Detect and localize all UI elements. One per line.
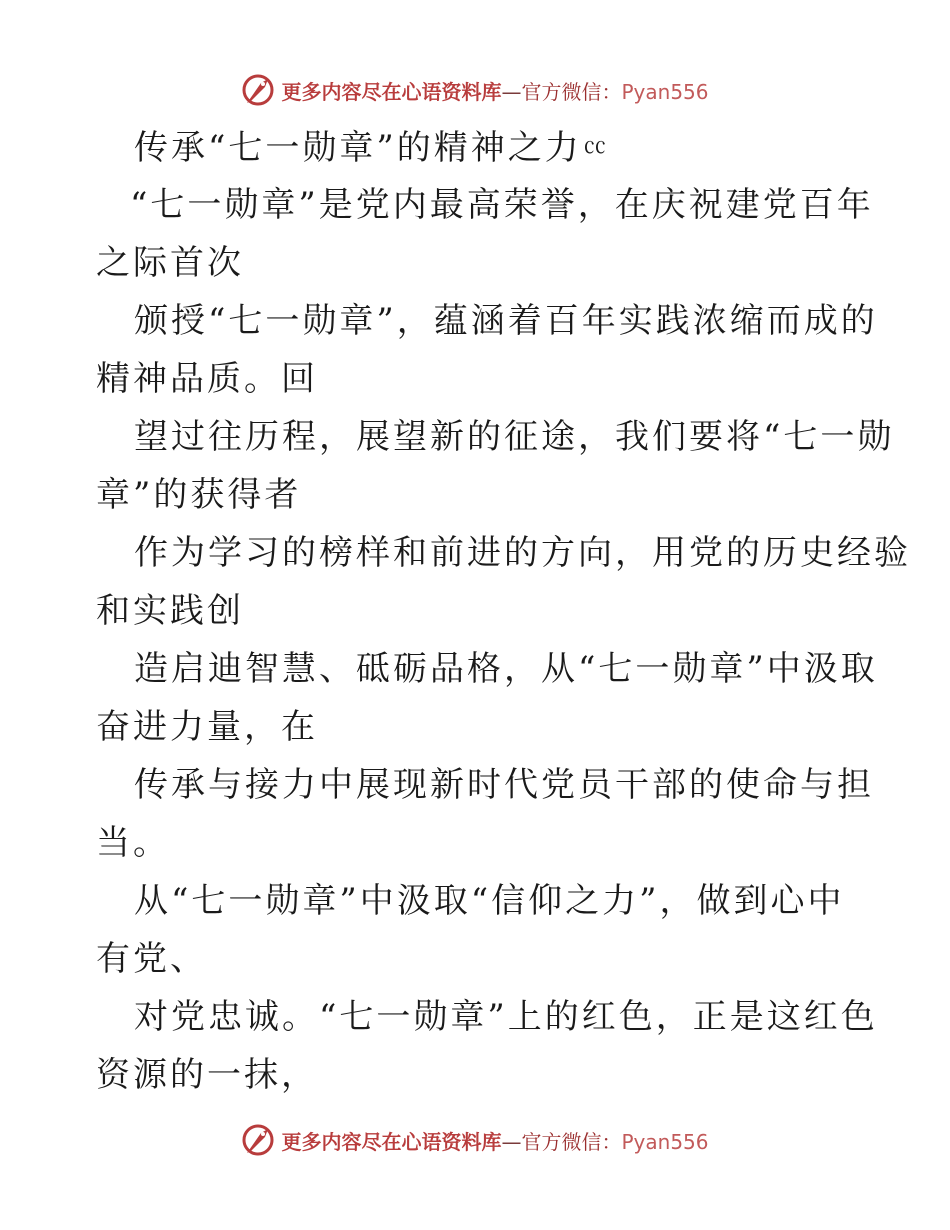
document-title-text: 传承“七一勋章”的精神之力 xyxy=(134,128,582,168)
footer-banner-text xyxy=(281,1126,708,1155)
footer-site-name: 更多内容尽在心语资料库 xyxy=(281,1129,502,1154)
header-wechat-id: Pyan556 xyxy=(621,79,709,104)
pen-nib-logo-icon xyxy=(241,73,275,107)
text-line: 对党忠诚。“七一勋章”上的红色，正是这红色 xyxy=(134,997,878,1037)
text-line: 和实践创 xyxy=(96,591,244,631)
text-line: 奋进力量，在 xyxy=(96,707,318,747)
footer-wechat-id: Pyan556 xyxy=(621,1129,709,1154)
header-banner xyxy=(0,70,950,110)
header-banner-text xyxy=(281,76,708,105)
pen-nib-logo-icon xyxy=(241,1123,275,1157)
text-line: 精神品质。回 xyxy=(96,359,318,399)
document-body xyxy=(96,118,911,1104)
text-line: 传承与接力中展现新时代党员干部的使命与担 xyxy=(134,765,874,805)
text-line: 有党、 xyxy=(96,939,207,979)
header-wechat-label: 官方微信： xyxy=(521,79,622,104)
text-line: 从“七一勋章”中汲取“信仰之力”，做到心中 xyxy=(134,881,845,921)
footer-banner-inner xyxy=(241,1123,708,1157)
text-line: 造启迪智慧、砥砺品格，从“七一勋章”中汲取 xyxy=(134,649,878,689)
footer-banner xyxy=(0,1120,950,1160)
text-line: “七一勋章”是党内最高荣誉，在庆祝建党百年 xyxy=(130,185,874,225)
text-line: 章”的获得者 xyxy=(96,475,302,515)
text-line: 资源的一抹， xyxy=(96,1055,318,1095)
document-title xyxy=(96,118,856,176)
text-line: 作为学习的榜样和前进的方向，用党的历史经验 xyxy=(134,533,911,573)
header-site-name: 更多内容尽在心语资料库 xyxy=(281,79,502,104)
text-line: 望过往历程，展望新的征途，我们要将“七一勋 xyxy=(134,417,895,457)
header-banner-inner xyxy=(241,73,708,107)
document-title-mark: ㏄ xyxy=(583,134,609,159)
footer-wechat-label: 官方微信： xyxy=(521,1129,622,1154)
text-line: 颁授“七一勋章”，蕴涵着百年实践浓缩而成的 xyxy=(134,301,878,341)
header-separator: — xyxy=(501,79,522,104)
text-line: 当。 xyxy=(96,823,170,863)
footer-separator: — xyxy=(501,1129,522,1154)
text-line: 之际首次 xyxy=(96,243,244,283)
